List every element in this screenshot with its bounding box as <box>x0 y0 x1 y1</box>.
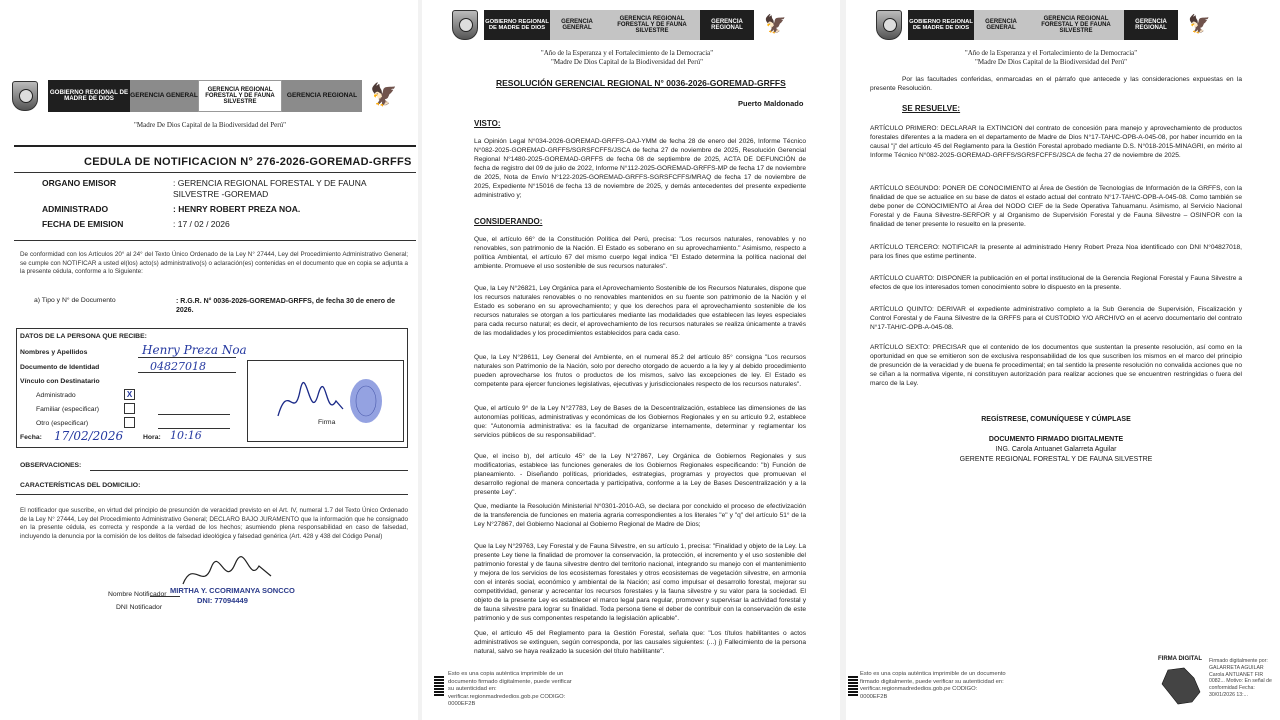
considerando-heading: CONSIDERANDO: <box>474 217 543 226</box>
header-gov-block: GOBIERNO REGIONAL DE MADRE DE DIOS <box>48 80 130 112</box>
divider <box>14 240 416 241</box>
page3-header <box>876 10 1210 40</box>
page2-header <box>452 10 786 40</box>
receiver-title: DATOS DE LA PERSONA QUE RECIBE: <box>20 333 147 340</box>
articulo-sexto: ARTÍCULO SEXTO: PRECISAR que el contenido de los documentos que sustentan la presente resolución, así como en la oportunidad en que se emitieron son de exclusiva responsabilidad de los que suscriben los mismos en el marco del principio de presunción de la veracidad y de buena fe procedimental; en tal sentido la presente resolución no convalida acciones que no se ciñan a la normativa vigente, ni constituyen autorización para realizar acciones que se encuentren restringidas o fuera del marco de la Ley. <box>870 344 1242 387</box>
link-label: Vínculo con Destinatario <box>20 378 100 385</box>
peru-map-stamp-icon <box>1154 666 1206 706</box>
familiar-line <box>158 414 230 415</box>
considerando-7: Que la Ley N°29763, Ley Forestal y de Fauna Silvestre, en su artículo 1, precisa: "Finalidad y objeto de la Ley. La presente Ley tiene la finalidad de promover la conservación, la protección, el incremento y el uso sostenible del patrimonio forestal y de fauna silvestre dentro del territorio nacional, integrando su manejo con el mantenimiento y mejora de los servicios de los ecosistemas forestales y otros ecosistemas de vegetación silvestre, en armonía con el interés social, económico y ambiental de la Nación; así como impulsar el desarrollo forestal, mejorar su competitividad, generar y acrecentar los recursos forestales y la fauna silvestre y su valor para la sociedad. El objeto de la presente Ley es establecer el marco legal para regular, promover y supervisar la actividad forestal y de fauna silvestre para lograr su finalidad. Toda persona tiene el deber de contribuir con la conservación de este patrimonio y de sus componentes respetando la legislación aplicable". <box>474 543 806 622</box>
bird-logo-icon: 🦅 <box>764 14 787 35</box>
intro-paragraph: De conformidad con los Artículos 20° al 24° del Texto Único Ordenado de la Ley N° 27444, Ley del Procedimiento Administrativo General; se cumple con NOTIFICAR a usted el(los) acto(s) administrativo(s) o aclaración(es) contenidas en el documento que en copia se adjunta a la presente cédula, conforme a lo Siguiente: <box>20 251 408 275</box>
coat-of-arms-icon <box>12 81 38 111</box>
signature-box <box>247 360 404 442</box>
motto-capital: "Madre De Dios Capital de la Biodiversidad del Perú" <box>551 58 703 67</box>
signer-name: ING. Carola Antuanet Galarreta Aguilar <box>995 446 1117 453</box>
admin-value: : HENRY ROBERT PREZA NOA. <box>173 204 301 214</box>
signature-drawing <box>248 361 405 443</box>
organo-value: : GERENCIA REGIONAL FORESTAL Y DE FAUNA SILVESTRE -GOREMAD <box>173 178 367 200</box>
articulo-quinto: ARTÍCULO QUINTO: DERIVAR el expediente administrativo completo a la Sub Gerencia de Supervisión, Fiscalización y Control Forestal y de Fauna Silvestre de la GRFFS para el CUSTODIO Y/O ARCHIVO en el acervo documentario del contrato N°17-TAH/C-OPB-A-045-08. <box>870 306 1242 331</box>
signer-title: GERENTE REGIONAL FORESTAL Y DE FAUNA SILVESTRE <box>959 456 1153 463</box>
declaration-paragraph: El notificador que suscribe, en virtud del principio de presunción de veracidad previsto en el Art. IV, numeral 1.7 del Texto Único Ordenado de la Ley N° 27444, Ley del Procedimiento Administrativo General; DECLARO BAJO JURAMENTO que la información que he consignado en la presente cédula, es correcta y responde a la verdad de los hechos; asumiendo plena responsabilidad en caso de falsedad, incluyendo la denuncia por la comisión de los delitos de falsedad ideológica y falsedad genérica (Art. 428 y 438 del Código Penal) <box>20 507 408 540</box>
names-label: Nombres y Apellidos <box>20 349 88 356</box>
field-organo <box>42 178 412 200</box>
date-label: Fecha: <box>20 434 42 441</box>
notification-title: CEDULA DE NOTIFICACION N° 276-2026-GOREMAD-GRFFS <box>84 156 412 168</box>
digital-signed-label: DOCUMENTO FIRMADO DIGITALMENTE <box>988 436 1124 443</box>
motto-block <box>916 49 1186 68</box>
verification-footer: Esto es una copia auténtica imprimible de un documento firmado digitalmente, puede verificar su autenticidad en: verificar.regionmadrededios.gob.pe CODIGO: 0000EF2B <box>448 671 572 708</box>
date-handwritten: 17/02/2026 <box>54 429 124 443</box>
considerando-3: Que, la Ley N°28611, Ley General del Ambiente, en el numeral 85.2 del artículo 85° consigna "Los recursos naturales son Patrimonio de la Nación, solo por derecho otorgado de acuerdo a la ley y al debido procedimiento pueden aprovecharse los frutos o productos de los mismos, salvo las excepciones de ley. El Estado es competente para ejercer funciones legislativas, ejecutivas y jurisdiccionales respecto de los recursos naturales". <box>474 354 806 388</box>
opt-administrado: Administrado <box>36 392 76 399</box>
names-line <box>138 357 236 358</box>
header-regional-block: GERENCIA REGIONAL <box>1124 10 1178 40</box>
considerando-5: Que, el inciso b), del artículo 45° de la Ley N°27867, Ley Orgánica de Gobiernos Regionales y sus modificatorias, establece las funciones generales de los Gobiernos Regionales especificando: "b) Función de planeamiento. - Diseñando políticas, prioridades, estrategias, programas y proyectos que promuevan el desarrollo regional de manera concertada y participativa, conforme a la Ley de Bases Descentralización y a la presente Ley". <box>474 453 806 496</box>
page1-header <box>12 80 397 112</box>
coat-of-arms-icon <box>452 10 478 40</box>
motto-year: "Año de la Esperanza y el Fortalecimiento de la Democracia" <box>540 49 714 57</box>
header-regional-block: GERENCIA REGIONAL <box>700 10 754 40</box>
resuelve-heading: SE RESUELVE: <box>902 104 961 113</box>
visto-paragraph: La Opinión Legal N°034-2026-GOREMAD-GRFFS-OAJ-YMM de fecha 28 de enero del 2026, Informe Técnico N°082-2025-GOREMAD-GRFFS/SGRSFCFFS/JSCA de fecha 27 de noviembre de 2025, Resolución Gerencial Regional N°1480-2025-GOREMAD-GRFFS de fecha 08 de septiembre de 2025, ACTA DE DEFUNCIÓN de fecha de registro del 09 de julio de 2022, Informe N°112-2025-GOREMAD-GRFFS-MP de fecha 17 de noviembre de 2025, Nota de Envío N°122-2025-GOREMAD-GRFFS-SGRSFCFFS/MRAQ de fecha 17 de noviembre de 2025, Expediente N°15016 de fecha 13 de noviembre de 2025, y demás antecedentes del presente expediente administrativo y; <box>474 138 806 199</box>
firma-digital-label: FIRMA DIGITAL <box>1158 656 1202 662</box>
bird-logo-icon: 🦅 <box>1188 14 1211 35</box>
resolution-place: Puerto Maldonado <box>738 99 804 108</box>
verification-footer: Esto es una copia auténtica imprimible de un documento firmado digitalmente, puede verificar su autenticidad en: verificar.regionmadrededios.gob.pe CODIGO: 0000EF2B <box>860 671 1006 700</box>
field-fecha-emision <box>42 219 412 231</box>
articulo-tercero: ARTÍCULO TERCERO: NOTIFICAR la presente al administrado Henry Robert Preza Noa identificado con DNI N°04827018, para los fines que estime pertinente. <box>870 244 1242 260</box>
observaciones-line <box>90 470 408 471</box>
resolution-title: RESOLUCIÓN GERENCIAL REGIONAL N° 0036-2026-GOREMAD-GRFFS <box>496 78 786 88</box>
articulo-primero: ARTÍCULO PRIMERO: DECLARAR la EXTINCION del contrato de concesión para manejo y aprovechamiento de productos forestales diferentes a la madera en el departamento de Madre de Dios N°17-TAH/C-OPB-A-045-08, por haber incurrido en la causal "j" del artículo 45 del Reglamento para la Gestión Forestal aprobado mediante D.S. N°018-2015-MINAGRI, en mérito al Informe Técnico N°082-2025-GOREMAD-GRFFS/SGRSFCFFS/JSCA de fecha 27 de noviembre de 2025. <box>870 125 1242 159</box>
divider <box>14 145 416 147</box>
hour-label: Hora: <box>143 434 161 441</box>
header-forestal-block: GERENCIA REGIONAL FORESTAL Y DE FAUNA SILVESTRE <box>604 10 700 40</box>
articulo-segundo: ARTÍCULO SEGUNDO: PONER DE CONOCIMIENTO al Área de Gestión de Tecnologías de Información de la GRFFS, con la finalidad de que se actualice en su base de datos el estado actual del contrato N°17-TAH/C-OPB-A-045-08. Como también se debe poner de CONOCIMIENTO al Área del NODO CIEF de la Sede Operativa Tahuamanu. Asimismo, al Servicio Nacional Forestal y de Fauna Silvestre-SERFOR y al Organismo de Supervisión Forestal y de Fauna Silvestre – OSINFOR con la finalidad de tener presente lo resuelto en la presente. <box>870 185 1242 228</box>
closing-line: REGÍSTRESE, COMUNÍQUESE Y CÚMPLASE <box>981 416 1131 423</box>
considerando-4: Que, el artículo 9° de la Ley N°27783, Ley de Bases de la Descentralización, establece las dimensiones de las autonomías políticas, administrativas y económicas de los Gobiernos Regionales y en su artículo 9.2, establece que: "Autonomía administrativa: es la facultad de organizarse internamente, determinar y reglamentar los servicios públicos de su responsabilidad". <box>474 405 806 439</box>
fecha-value: : 17 / 02 / 2026 <box>173 219 230 229</box>
fecha-label: FECHA DE EMISION <box>42 219 124 229</box>
resolution-page-2 <box>846 0 1280 720</box>
articulo-cuarto: ARTÍCULO CUARTO: DISPONER la publicación en el portal institucional de la Gerencia Regional Forestal y Fauna Silvestre a efectos de que los interesados tomen conocimiento sobre lo dispuesto en la presente. <box>870 275 1242 291</box>
otro-checkbox[interactable] <box>124 417 135 428</box>
hour-handwritten: 10:16 <box>170 429 202 442</box>
doc-type-value: : R.G.R. N° 0036-2026-GOREMAD-GRFFS, de fecha 30 de enero de 2026. <box>176 298 396 315</box>
resolution-page-1 <box>422 0 840 720</box>
notifier-stamp-dni: DNI: 77094449 <box>197 596 248 605</box>
intro-paragraph: Por las facultades conferidas, enmarcadas en el párrafo que antecede y las consideraciones expuestas en la presente Resolución. <box>870 76 1242 92</box>
considerando-1: Que, el artículo 66° de la Constitución Política del Perú, precisa: "Los recursos naturales, renovables y no renovables, son patrimonio de la Nación. El Estado es soberano en su aprovechamiento." Asimismo, respecto a política Ambiental, el artículo 67 del mismo cuerpo legal indica "El Estado determina la política nacional del ambiente. Promueve el uso sostenible de sus recursos naturales". <box>474 236 806 270</box>
admin-label: ADMINISTRADO <box>42 204 109 214</box>
bird-logo-icon: 🦅 <box>370 83 398 108</box>
organo-label: ORGANO EMISOR <box>42 178 117 188</box>
names-handwritten: Henry Preza Noa <box>142 343 247 357</box>
familiar-checkbox[interactable] <box>124 403 135 414</box>
observaciones-label: OBSERVACIONES: <box>20 462 82 469</box>
domicilio-label: CARACTERÍSTICAS DEL DOMICILIO: <box>20 482 141 489</box>
header-regional-block: GERENCIA REGIONAL <box>282 80 362 112</box>
opt-familiar: Familiar (especificar) <box>36 406 100 413</box>
motto-capital: "Madre De Dios Capital de la Biodiversidad del Perú" <box>975 58 1127 67</box>
header-gov-block: GOBIERNO REGIONAL DE MADRE DE DIOS <box>484 10 550 40</box>
coat-of-arms-icon <box>876 10 902 40</box>
notification-page <box>0 0 418 720</box>
divider <box>14 172 416 173</box>
motto-year: "Año de la Esperanza y el Fortalecimiento de la Democracia" <box>964 49 1138 57</box>
visto-heading: VISTO: <box>474 119 501 128</box>
digital-signature-detail: Firmado digitalmente por: GALARRETA AGUILAR Carola ANTUANET FIR 0082... Motivo: En señal de conformidad Fecha: 30/01/2026 13:... <box>1209 658 1272 698</box>
considerando-2: Que, la Ley N°26821, Ley Orgánica para el Aprovechamiento Sostenible de los Recursos Naturales, dispone que los recursos naturales renovables o no renovables mantenidos en su fuente son patrimonio de la Nación y el Estado es soberano en su aprovechamiento; y que los derechos para el aprovechamiento sostenible de los recursos naturales se otorgan a los particulares mediante las modalidades que establecen las leyes especiales para cada recurso natural; es decir, el aprovechamiento de los recursos naturales se realiza únicamente a través de las modalidades y los procedimientos establecidos para cada caso. <box>474 285 806 337</box>
opt-otro: Otro (especificar) <box>36 420 89 427</box>
id-handwritten: 04827018 <box>150 360 206 373</box>
notifier-dni-label: DNI Notificador <box>116 604 163 611</box>
notifier-name-label: Nombre Notificador <box>108 591 167 598</box>
considerando-6: Que, mediante la Resolución Ministerial N°0301-2010-AG, se declara por concluido el proceso de efectivización de la transferencia de funciones en materia agraria correspondientes a los literales "e" y "q" del artículo 51° de la Ley N°27867, del Gobierno Nacional al Gobierno Regional de Madre de Dios; <box>474 503 806 528</box>
header-general-block: GERENCIA GENERAL <box>550 10 604 40</box>
considerando-8: Que, el artículo 45 del Reglamento para la Gestión Forestal, señala que: "Los títulos habilitantes o actos administrativos se extinguen, según corresponda, por las causales siguientes: (...) j) Fallecimiento de la persona natural, salvo se haya realizado la sucesión del título habilitante". <box>474 630 806 655</box>
administrado-checkbox[interactable]: X <box>124 389 135 400</box>
header-gov-block: GOBIERNO REGIONAL DE MADRE DE DIOS <box>908 10 974 40</box>
motto-block <box>492 49 762 68</box>
header-forestal-block: GERENCIA REGIONAL FORESTAL Y DE FAUNA SILVESTRE <box>1028 10 1124 40</box>
field-administrado <box>42 204 412 216</box>
header-general-block: GERENCIA GENERAL <box>130 80 198 112</box>
header-general-block: GERENCIA GENERAL <box>974 10 1028 40</box>
notifier-stamp-name: MIRTHA Y. CCORIMANYA SONCCO <box>170 586 295 595</box>
notifier-name-line <box>150 596 180 597</box>
header-forestal-block: GERENCIA REGIONAL FORESTAL Y DE FAUNA SILVESTRE <box>198 80 282 112</box>
motto-capital: "Madre De Dios Capital de la Biodiversidad del Perú" <box>134 121 286 129</box>
firma-label: Firma <box>318 419 336 426</box>
id-label: Documento de Identidad <box>20 364 100 371</box>
doc-type-label: a) Tipo y N° de Documento <box>34 297 116 304</box>
divider <box>16 494 408 495</box>
